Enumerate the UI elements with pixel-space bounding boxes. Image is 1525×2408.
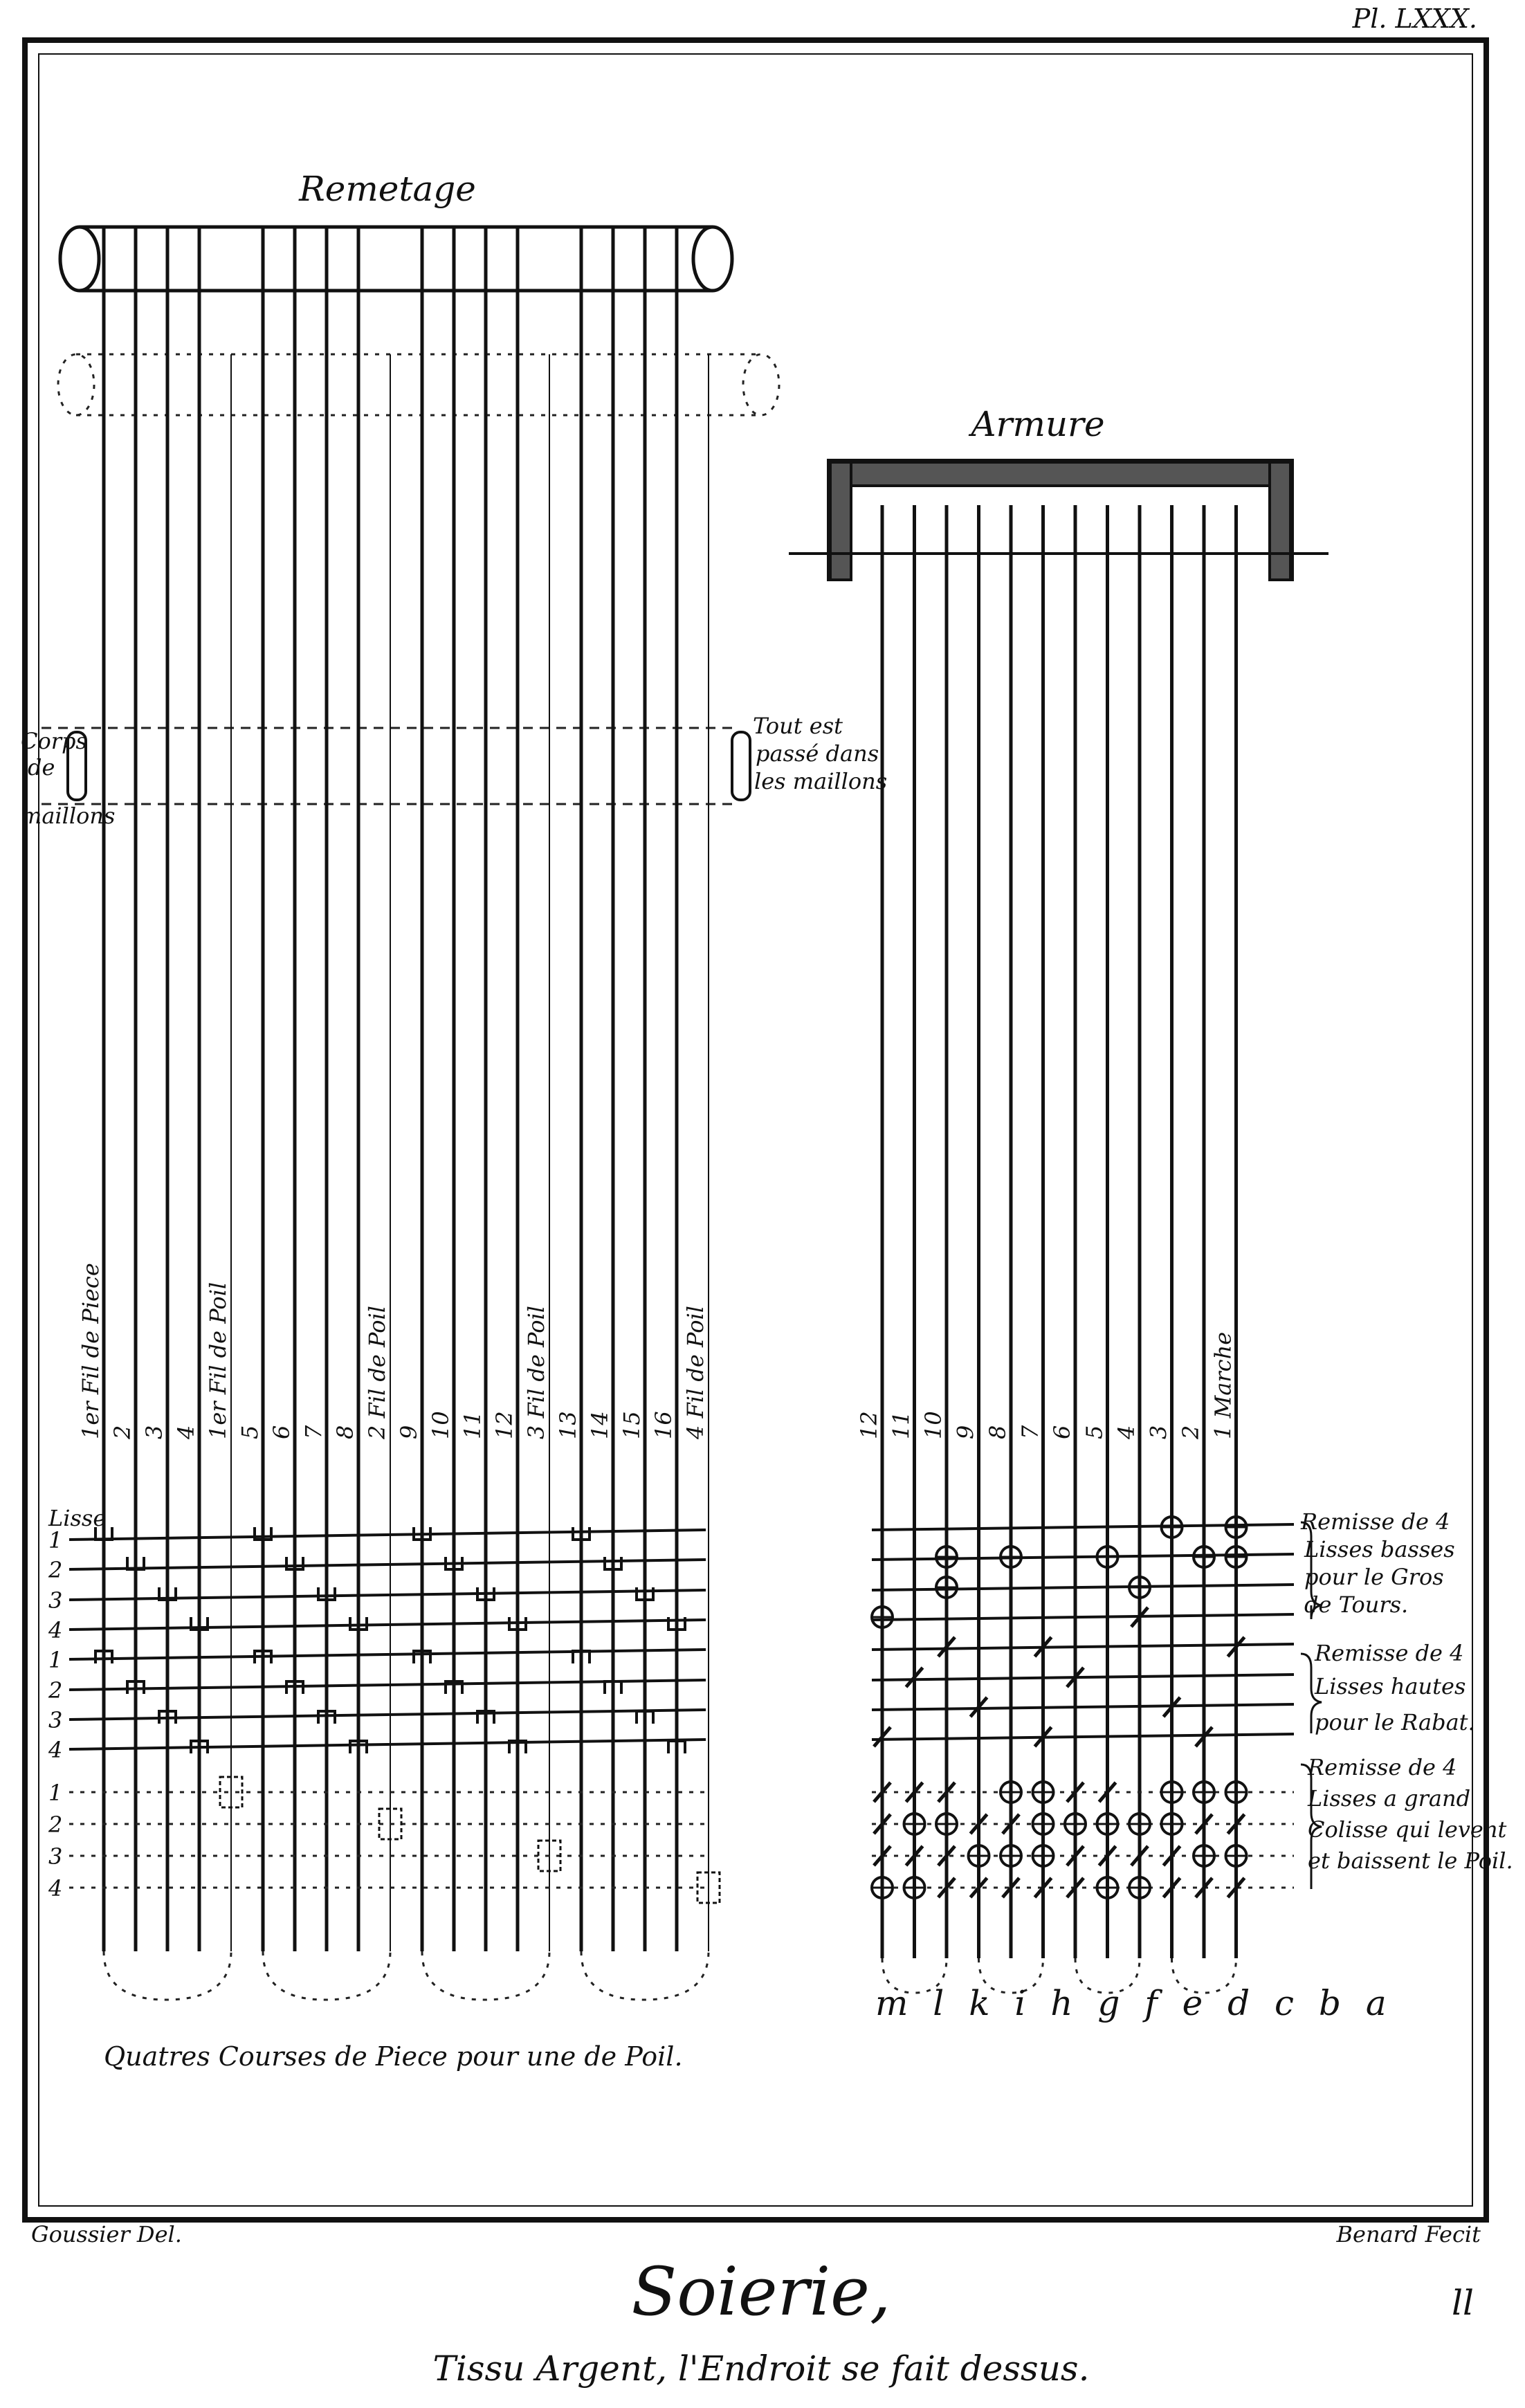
thread-label: 16 (650, 1411, 677, 1439)
top-roller (60, 227, 732, 291)
remetage-bottom-loops (104, 1951, 709, 2000)
remetage-title: Remetage (299, 169, 476, 209)
armure-warp-threads (882, 505, 1236, 1958)
heddle-row (69, 1560, 706, 1569)
remisse-2-line-1: Remisse de 4 (1315, 1640, 1464, 1666)
marche-label: 6 (1049, 1425, 1075, 1439)
page-mark: ll (1452, 2283, 1474, 2323)
heddle-row (69, 1590, 706, 1600)
row-number: 3 (48, 1843, 63, 1870)
remisse-2-line-3: pour le Rabat. (1315, 1709, 1475, 1735)
row-number: 1 (48, 1647, 63, 1673)
thread-label: 3 Fil de Poil (523, 1306, 549, 1439)
heddle-row (69, 1620, 706, 1630)
bottom-loop (263, 1951, 390, 2000)
marche-label: 9 (952, 1425, 979, 1439)
marche-label: 1 Marche (1209, 1331, 1236, 1439)
thread-label: 5 (237, 1425, 263, 1439)
row-number: 4 (48, 1617, 63, 1643)
plate-title: Soierie, (631, 2253, 891, 2331)
treadle-row (872, 1675, 1294, 1680)
thread-label: 9 (396, 1425, 422, 1439)
corps-label-1: Corps (21, 728, 87, 754)
marche-label: 8 (985, 1425, 1011, 1439)
row-number: 3 (48, 1587, 63, 1614)
remisse-2-line-2: Lisses hautes (1315, 1673, 1466, 1699)
thread-label: 13 (555, 1411, 581, 1439)
bottom-loop (104, 1951, 231, 2000)
marche-label: 11 (888, 1411, 915, 1439)
armure-title: Armure (971, 404, 1105, 444)
row-number: 3 (48, 1707, 63, 1733)
plate-subtitle: Tissu Argent, l'Endroit se fait dessus. (432, 2348, 1090, 2389)
remetage-heddle-rows (69, 1530, 706, 1888)
remisse-3-line-4: et baissent le Poil. (1308, 1848, 1513, 1874)
artist-left: Goussier Del. (31, 2221, 182, 2247)
left-caption: Quatres Courses de Piece pour une de Poil. (104, 2041, 683, 2072)
bottom-loop (422, 1951, 549, 2000)
treadle-row (872, 1614, 1294, 1620)
thread-label: 4 Fil de Poil (682, 1306, 709, 1439)
remisse-1-line-1: Remisse de 4 (1301, 1508, 1450, 1535)
tout-label-1: Tout est (753, 713, 843, 739)
remisse-1-line-4: de Tours. (1304, 1591, 1409, 1618)
artist-right: Benard Fecit (1336, 2221, 1481, 2247)
thread-label: 1er Fil de Poil (205, 1281, 231, 1439)
tout-label-2: passé dans (756, 740, 879, 767)
lisse-row-numbers (48, 1527, 62, 1901)
row-number: 2 (48, 1812, 63, 1838)
corps-label-3: maillons (21, 803, 116, 829)
armure-letters: m l k i h g f e d c b a (875, 1983, 1394, 2023)
thread-label: 15 (619, 1411, 645, 1439)
row-number: 1 (48, 1527, 63, 1553)
heddle-row (69, 1530, 706, 1540)
marche-label: 4 (1113, 1425, 1140, 1439)
row-number: 4 (48, 1875, 63, 1901)
bottom-loop (581, 1951, 709, 2000)
marche-label: 12 (856, 1411, 882, 1439)
thread-label: 12 (491, 1411, 518, 1439)
remisse-3-line-2: Lisses a grand (1308, 1785, 1471, 1812)
corps-label-2: de (28, 754, 55, 781)
row-number: 1 (48, 1780, 63, 1806)
treadle-row (872, 1644, 1294, 1650)
treadle-row (872, 1704, 1294, 1710)
thread-label: 14 (587, 1411, 613, 1439)
tout-label-3: les maillons (754, 768, 888, 794)
thread-label: 4 (173, 1425, 199, 1439)
remisse-3-line-1: Remisse de 4 (1308, 1754, 1457, 1780)
thread-label: 10 (428, 1411, 454, 1439)
remisse-1-line-2: Lisses basses (1304, 1536, 1455, 1562)
plate-frame (25, 40, 1486, 2220)
remisse-1-line-3: pour le Gros (1304, 1564, 1444, 1590)
armure-frame (789, 462, 1328, 581)
row-number: 2 (48, 1557, 63, 1583)
plate-number: Pl. LXXX. (1352, 3, 1477, 34)
row-number: 4 (48, 1737, 63, 1763)
thread-label: 11 (459, 1411, 486, 1439)
thread-label: 6 (268, 1425, 295, 1439)
remetage-warp-threads (104, 227, 709, 1951)
heddle-row (69, 1740, 706, 1749)
heddle-row (69, 1650, 706, 1659)
remisse-3-line-3: Colisse qui levent (1308, 1816, 1507, 1843)
treadle-row (872, 1734, 1294, 1740)
marche-label: 5 (1081, 1425, 1108, 1439)
thread-label: 2 Fil de Poil (364, 1306, 390, 1439)
marche-label: 3 (1145, 1425, 1172, 1439)
thread-label: 3 (141, 1425, 167, 1439)
armure-treadle-rows (872, 1524, 1294, 1888)
marche-label: 7 (1016, 1425, 1043, 1439)
thread-label: 7 (300, 1425, 327, 1439)
thread-label: 2 (109, 1425, 136, 1439)
marche-label: 10 (920, 1411, 947, 1439)
thread-label: 1er Fil de Piece (77, 1263, 104, 1439)
marche-label: 2 (1178, 1425, 1204, 1439)
lisse-label: Lisse (48, 1505, 107, 1531)
thread-label: 8 (332, 1425, 358, 1439)
row-number: 2 (48, 1677, 63, 1704)
